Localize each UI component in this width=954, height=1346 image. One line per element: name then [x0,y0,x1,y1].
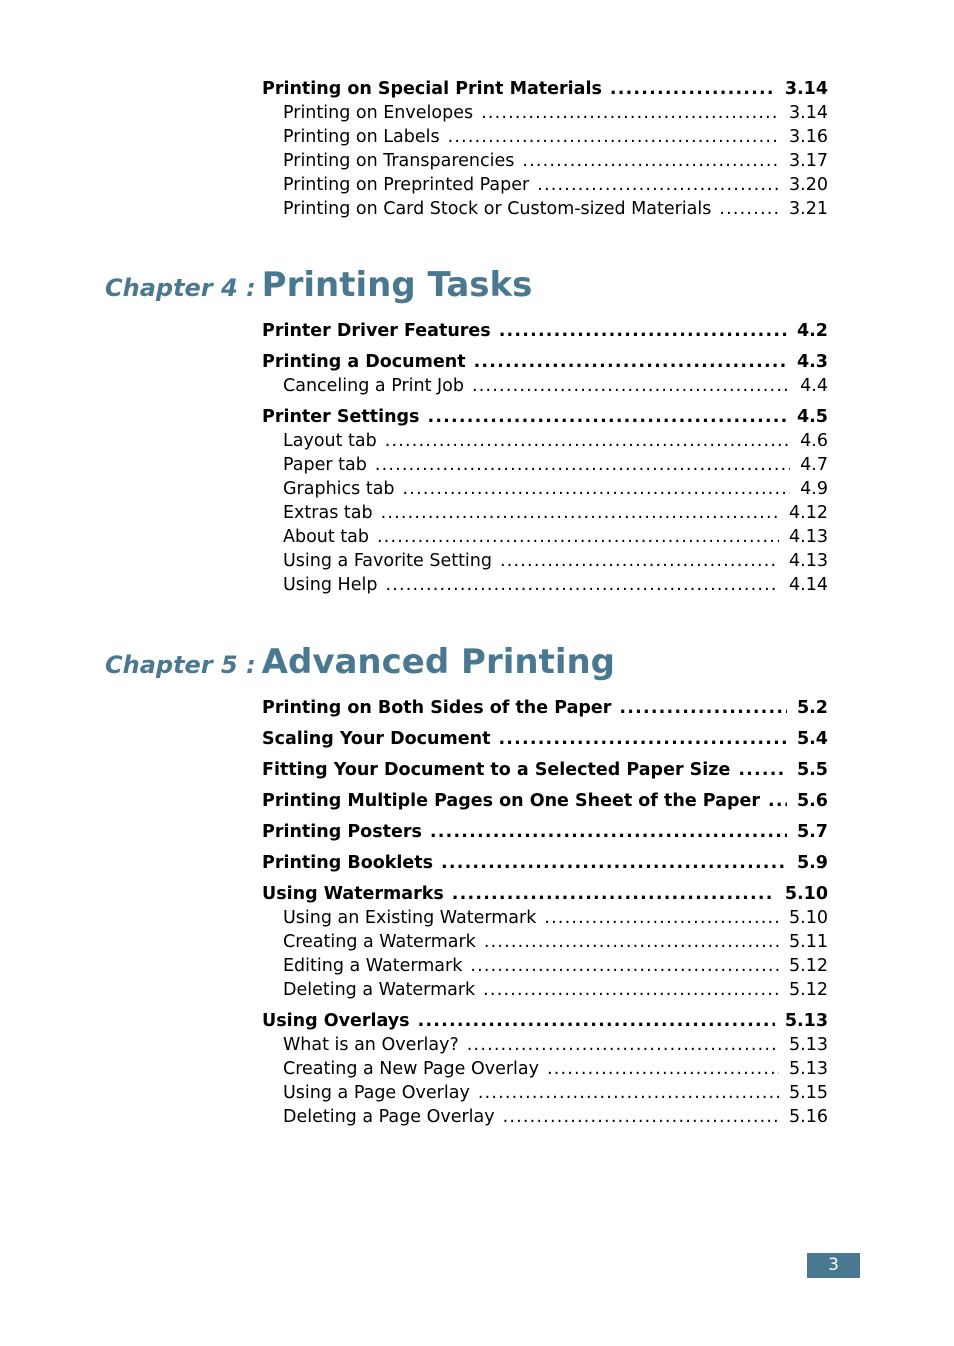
dot-leader [481,101,779,125]
dot-leader [448,125,779,149]
toc-entry[interactable] [262,758,828,782]
entry-title: Layout tab [283,431,377,451]
entry-title: Printing Multiple Pages on One Sheet of the Paper [262,791,760,811]
entry-page: 3.20 [789,175,828,195]
entry-title: Printing on Transparencies [283,151,515,171]
entry-page: 4.13 [789,551,828,571]
dot-leader [522,149,779,173]
entry-page: 5.13 [789,1059,828,1079]
dot-leader [472,374,790,398]
entry-page: 3.14 [789,103,828,123]
entry-title: Scaling Your Document [262,729,491,749]
entry-page: 5.13 [789,1035,828,1055]
entry-title: Using an Existing Watermark [283,908,537,928]
toc-entry[interactable] [262,851,828,875]
entry-title: About tab [283,527,369,547]
dot-leader [467,1033,779,1057]
entry-page: 4.14 [789,575,828,595]
entry-title: Printing on Labels [283,127,440,147]
toc-entry[interactable] [262,501,828,525]
dot-leader [544,906,779,930]
dot-leader [430,820,787,844]
entry-page: 3.16 [789,127,828,147]
toc-entry[interactable] [262,77,828,101]
toc-entry[interactable] [262,429,828,453]
entry-page: 4.5 [796,407,828,427]
toc-entry[interactable] [262,549,828,573]
dot-leader [385,573,779,597]
entry-page: 5.10 [784,884,828,904]
dot-leader [503,1105,779,1129]
entry-title: Printer Driver Features [262,321,491,341]
entry-title: Extras tab [283,503,373,523]
entry-title: Using Watermarks [262,884,444,904]
dot-leader [427,405,787,429]
entry-title: Printing Posters [262,822,422,842]
entry-title: Printing on Card Stock or Custom-sized Materials [283,199,712,219]
entry-title: Using Overlays [262,1011,410,1031]
toc-entry[interactable] [262,882,828,906]
entry-title: Graphics tab [283,479,395,499]
entry-page: 5.12 [789,956,828,976]
entry-page: 5.2 [796,698,828,718]
entry-page: 4.13 [789,527,828,547]
entry-title: Printing Booklets [262,853,434,873]
entry-page: 5.7 [796,822,828,842]
dot-leader [377,525,779,549]
entry-page: 5.13 [784,1011,828,1031]
toc-entry[interactable] [262,1033,828,1057]
entry-title: Paper tab [283,455,367,475]
dot-leader [768,789,787,813]
entry-page: 3.17 [789,151,828,171]
toc-entry[interactable] [262,978,828,1002]
toc-entry[interactable] [262,1009,828,1033]
entry-title: Using Help [283,575,378,595]
entry-title: Printer Settings [262,407,420,427]
dot-leader [719,197,779,221]
toc-entry[interactable] [262,149,828,173]
toc-entry[interactable] [262,930,828,954]
entry-title: Printing on Envelopes [283,103,474,123]
toc-section-3 [262,77,828,221]
toc-entry[interactable] [262,954,828,978]
toc-entry[interactable] [262,789,828,813]
chapter-4-heading [105,265,532,305]
toc-entry[interactable] [262,1057,828,1081]
toc-entry[interactable] [262,906,828,930]
entry-page: 4.7 [800,455,828,475]
chapter-title: Advanced Printing [261,642,616,682]
dot-leader [452,882,775,906]
toc-entry[interactable] [262,1105,828,1129]
toc-entry[interactable] [262,477,828,501]
dot-leader [478,1081,779,1105]
toc-entry[interactable] [262,374,828,398]
toc-entry[interactable] [262,173,828,197]
entry-title: Deleting a Page Overlay [283,1107,495,1127]
dot-leader [403,477,791,501]
entry-page: 3.14 [784,79,828,99]
entry-page: 5.10 [789,908,828,928]
toc-entry[interactable] [262,319,828,343]
entry-title: Printing on Special Print Materials [262,79,602,99]
chapter-5-heading [105,642,615,682]
entry-page: 3.21 [789,199,828,219]
entry-title: Printing a Document [262,352,466,372]
entry-page: 5.5 [796,760,828,780]
dot-leader [484,930,779,954]
entry-title: What is an Overlay? [283,1035,459,1055]
toc-entry[interactable] [262,453,828,477]
entry-page: 5.6 [796,791,828,811]
toc-entry[interactable] [262,125,828,149]
toc-entry[interactable] [262,727,828,751]
dot-leader [610,77,775,101]
toc-entry[interactable] [262,350,828,374]
dot-leader [483,978,779,1002]
toc-chapter-5 [262,696,828,1129]
toc-entry[interactable] [262,573,828,597]
dot-leader [499,319,787,343]
entry-title: Using a Favorite Setting [283,551,492,571]
page-number-badge: 3 [807,1253,860,1278]
toc-entry[interactable] [262,405,828,429]
entry-page: 5.12 [789,980,828,1000]
entry-title: Editing a Watermark [283,956,463,976]
entry-title: Deleting a Watermark [283,980,476,1000]
entry-page: 5.4 [796,729,828,749]
entry-page: 5.11 [789,932,828,952]
chapter-title: Printing Tasks [261,265,533,305]
entry-page: 4.3 [796,352,828,372]
entry-page: 5.15 [789,1083,828,1103]
entry-title: Canceling a Print Job [283,376,464,396]
entry-page: 5.9 [796,853,828,873]
toc-entry[interactable] [262,820,828,844]
dot-leader [381,501,779,525]
dot-leader [441,851,787,875]
entry-title: Fitting Your Document to a Selected Paper Size [262,760,731,780]
entry-title: Using a Page Overlay [283,1083,470,1103]
toc-entry[interactable] [262,101,828,125]
toc-entry[interactable] [262,525,828,549]
entry-title: Printing on Preprinted Paper [283,175,530,195]
dot-leader [418,1009,775,1033]
entry-title: Creating a Watermark [283,932,476,952]
toc-entry[interactable] [262,696,828,720]
entry-title: Creating a New Page Overlay [283,1059,539,1079]
entry-page: 5.16 [789,1107,828,1127]
dot-leader [498,727,787,751]
dot-leader [385,429,790,453]
toc-entry[interactable] [262,197,828,221]
dot-leader [619,696,787,720]
dot-leader [375,453,790,477]
dot-leader [547,1057,779,1081]
entry-page: 4.12 [789,503,828,523]
toc-chapter-4 [262,319,828,597]
entry-page: 4.9 [800,479,828,499]
dot-leader [474,350,787,374]
dot-leader [470,954,779,978]
entry-title: Printing on Both Sides of the Paper [262,698,612,718]
entry-page: 4.2 [796,321,828,341]
entry-page: 4.6 [800,431,828,451]
entry-page: 4.4 [800,376,828,396]
chapter-label: Chapter 5 : [105,651,256,679]
dot-leader [537,173,779,197]
dot-leader [738,758,787,782]
dot-leader [500,549,779,573]
chapter-label: Chapter 4 : [105,274,256,302]
toc-entry[interactable] [262,1081,828,1105]
